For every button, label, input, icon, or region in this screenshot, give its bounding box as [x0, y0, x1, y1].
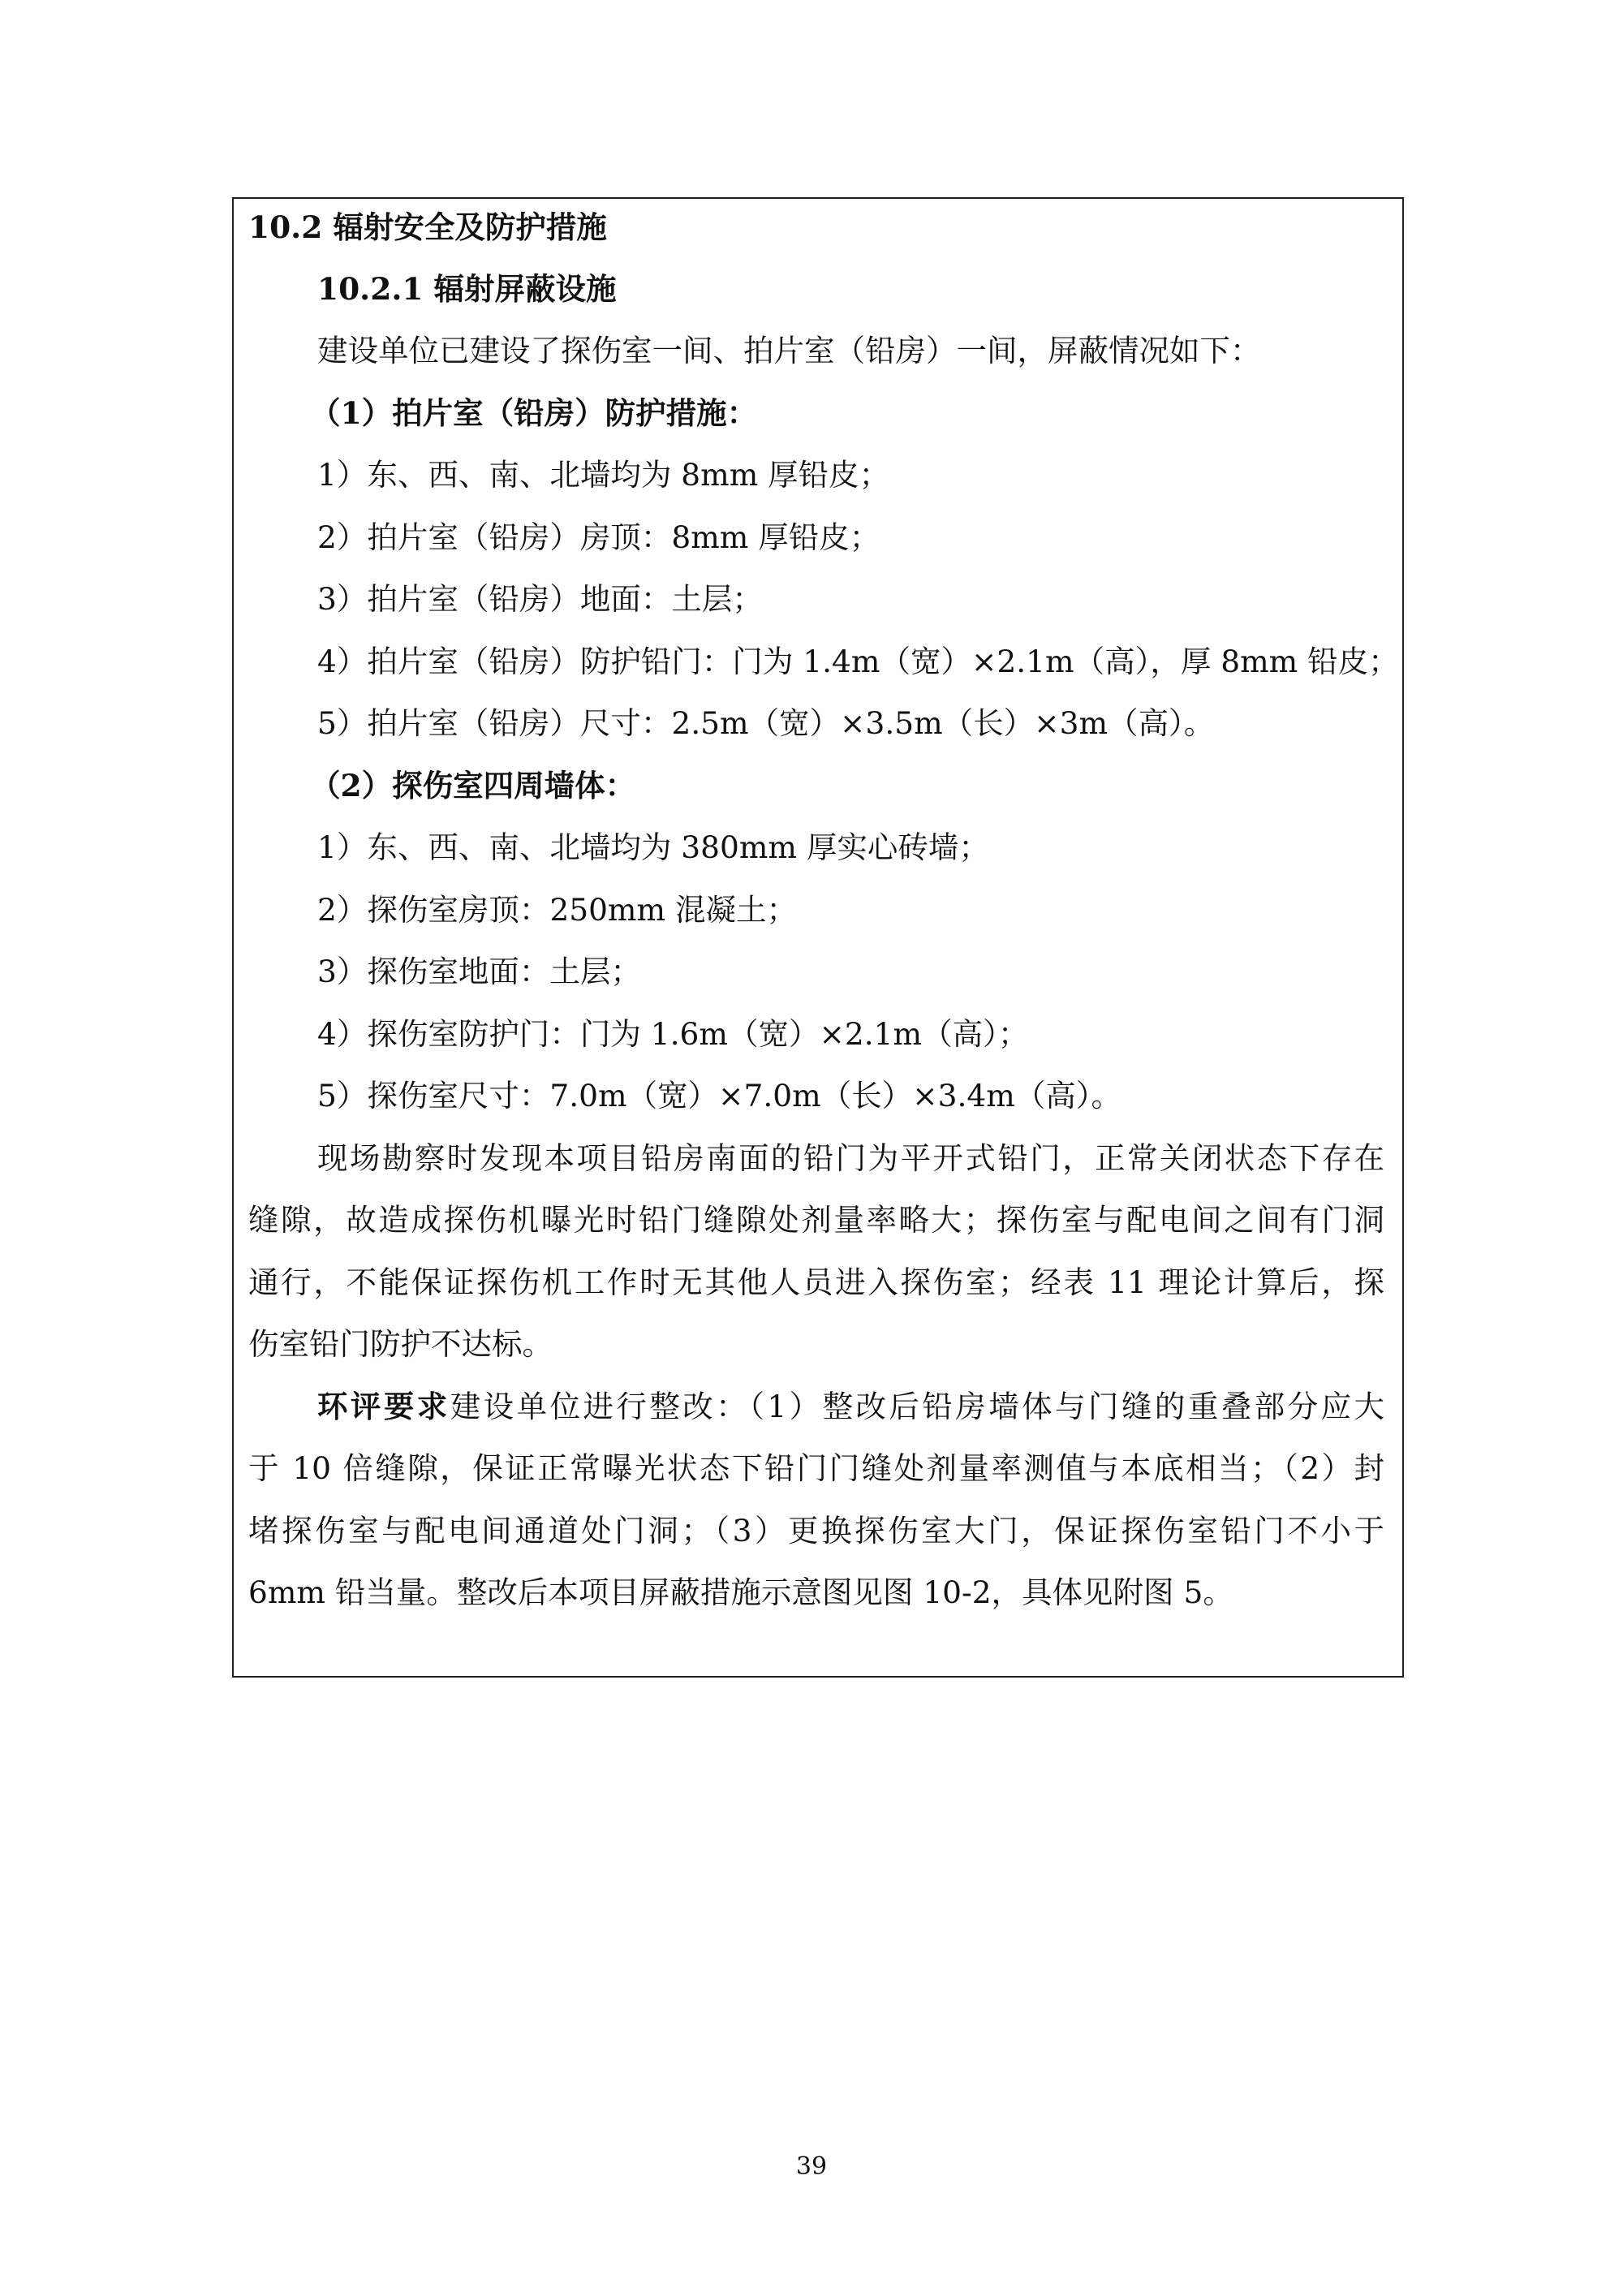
section-heading: 10.2 辐射安全及防护措施: [248, 209, 607, 245]
lead-room-heading: （1）拍片室（铅房）防护措施：: [310, 395, 758, 431]
flaw-room-heading: （2）探伤室四周墙体：: [310, 768, 636, 803]
list-item: 5）探伤室尺寸：7.0m（宽）×7.0m（长）×3.4m（高）。: [317, 1078, 1122, 1114]
requirement-text: 建设单位进行整改：（1）整改后铅房墙体与门缝的重叠部分应大: [450, 1389, 1385, 1424]
requirement-paragraph-line: 6mm 铅当量。整改后本项目屏蔽措施示意图见图 10-2，具体见附图 5。: [248, 1574, 1233, 1610]
content-table-cell: [232, 197, 1404, 1678]
page-number: 39: [795, 2152, 828, 2181]
intro-paragraph: 建设单位已建设了探伤室一间、拍片室（铅房）一间，屏蔽情况如下：: [317, 333, 1261, 368]
list-item: 2）拍片室（铅房）房顶：8mm 厚铅皮；: [317, 519, 880, 555]
list-item: 2）探伤室房顶：250mm 混凝土；: [317, 892, 797, 928]
list-item: 1）东、西、南、北墙均为 380mm 厚实心砖墙；: [317, 829, 989, 865]
list-item: 4）拍片室（铅房）防护铅门：门为 1.4m（宽）×2.1m（高），厚 8mm 铅皮；: [317, 644, 1399, 679]
list-item: 3）探伤室地面：土层；: [317, 954, 641, 989]
list-item: 1）东、西、南、北墙均为 8mm 厚铅皮；: [317, 457, 890, 493]
list-item: 5）拍片室（铅房）尺寸：2.5m（宽）×3.5m（长）×3m（高）。: [317, 705, 1215, 741]
list-item: 3）拍片室（铅房）地面：土层；: [317, 581, 763, 617]
requirement-label: 环评要求: [317, 1389, 450, 1424]
list-item: 4）探伤室防护门：门为 1.6m（宽）×2.1m（高）；: [317, 1016, 1029, 1052]
survey-paragraph-line: 通行，不能保证探伤机工作时无其他人员进入探伤室；经表 11 理论计算后，探: [248, 1264, 1384, 1300]
survey-paragraph-line: 现场勘察时发现本项目铅房南面的铅门为平开式铅门，正常关闭状态下存在: [317, 1140, 1384, 1176]
survey-paragraph-line: 伤室铅门防护不达标。: [248, 1326, 553, 1362]
requirement-paragraph-line: 于 10 倍缝隙，保证正常曝光状态下铅门门缝处剂量率测值与本底相当；（2）封: [248, 1450, 1384, 1486]
requirement-paragraph-line: [317, 1387, 1384, 1426]
survey-paragraph-line: 缝隙，故造成探伤机曝光时铅门缝隙处剂量率略大；探伤室与配电间之间有门洞: [248, 1202, 1384, 1238]
requirement-paragraph-line: 堵探伤室与配电间通道处门洞；（3）更换探伤室大门，保证探伤室铅门不小于: [248, 1513, 1384, 1549]
subsection-heading: 10.2.1 辐射屏蔽设施: [317, 271, 617, 307]
